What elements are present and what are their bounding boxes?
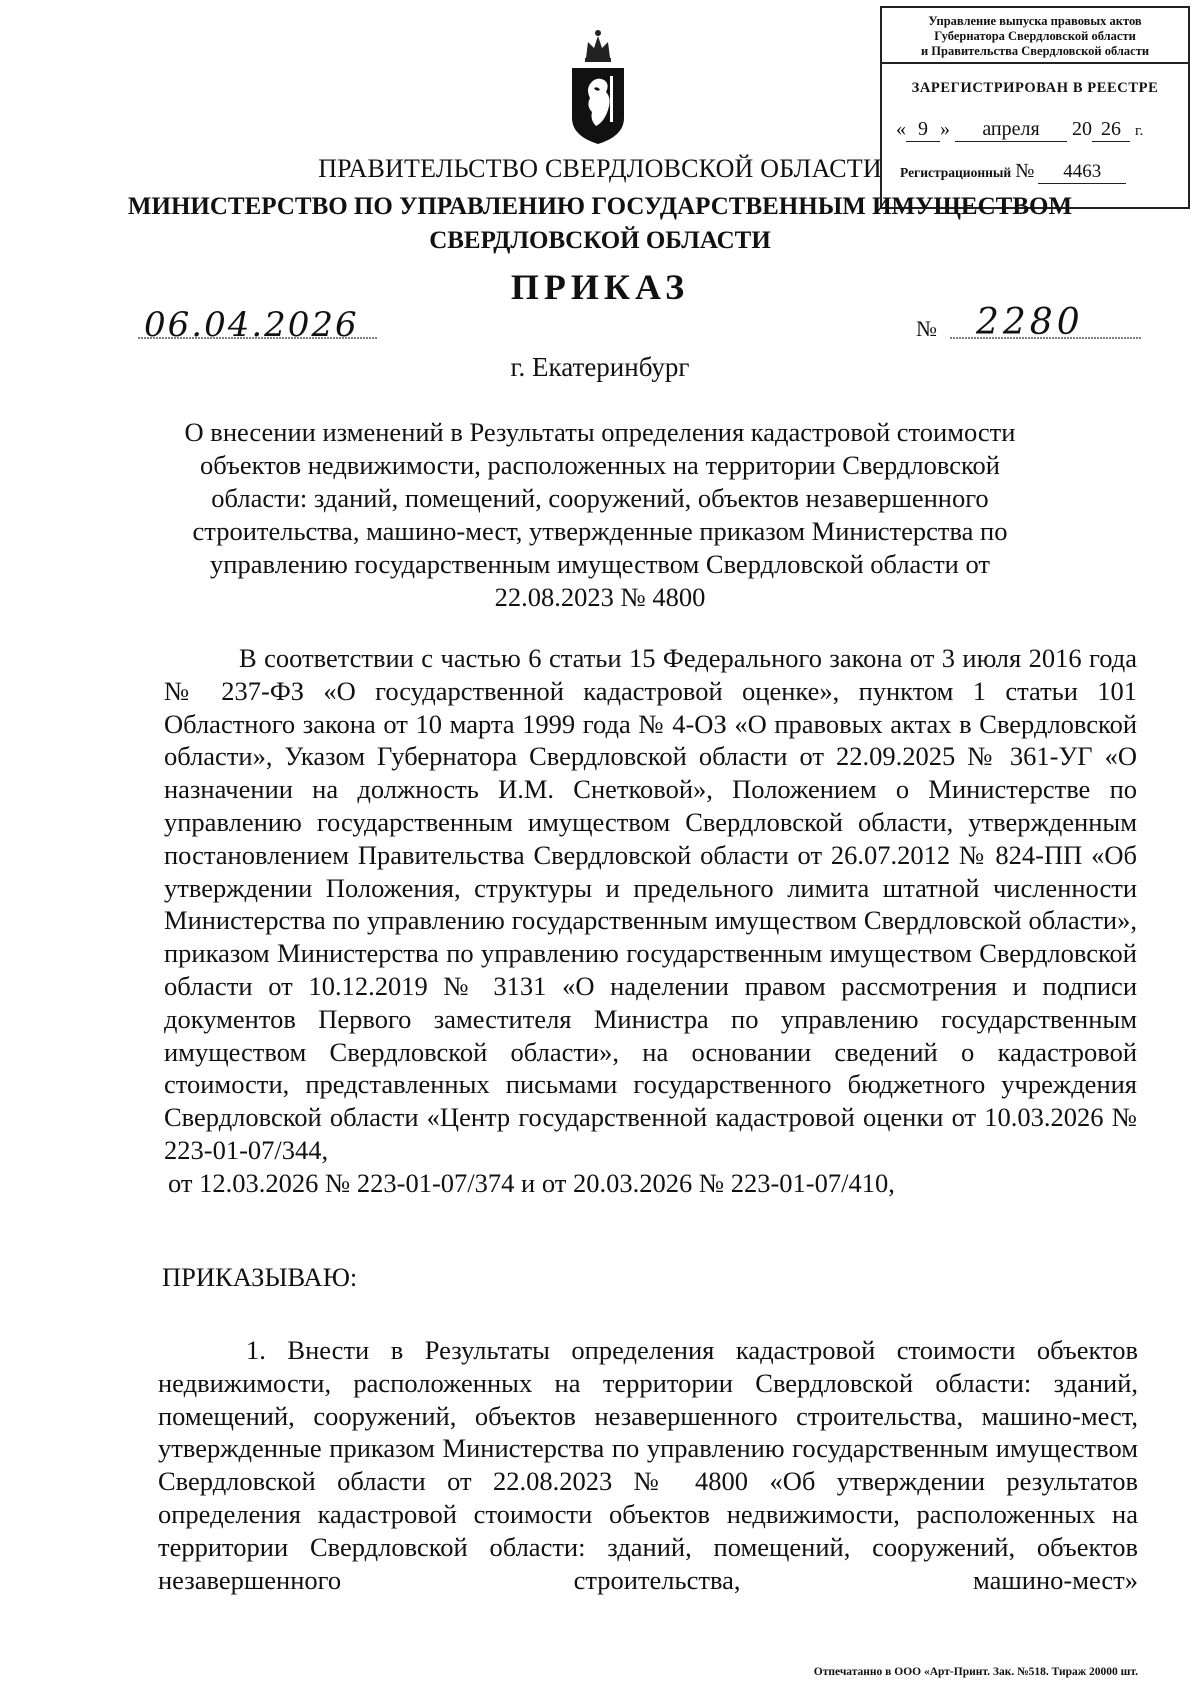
order-point-text: 1. Внести в Результаты определения кадастровой стоимости объектов недвижимости, расположенных на территории Свердловской области: зданий, помещений, сооружений, объектов незавершенного строительства, машино-мест, утвержденные приказом Министерства по управлению государственным имуществом Свердловской области от 22.08.2023 № 4800 «Об утверждении результатов определения кадастровой стоимости объектов недвижимости, расположенных на территории Свердловской области: зданий, помещений, сооружений, объектов незавершенного строительства, машино-мест» [158, 1335, 1138, 1595]
legal-basis-last-line: от 12.03.2026 № 223-01-07/374 и от 20.03.2026 № 223-01-07/410, [168, 1167, 895, 1198]
order-date: 06.04.2026 [144, 305, 359, 345]
stamp-header-line: и Правительства Свердловской области [920, 44, 1150, 58]
ministry-name-line: СВЕРДЛОВСКОЙ ОБЛАСТИ [429, 227, 771, 254]
government-name: ПРАВИТЕЛЬСТВО СВЕРДЛОВСКОЙ ОБЛАСТИ [318, 154, 882, 183]
city: г. Екатеринбург [510, 352, 690, 382]
stamp-date: « 9 » апреля 20 26 г. [896, 118, 1144, 140]
stamp-reg-label: Регистрационный [900, 165, 1012, 180]
stamp-year-suffix: 26 [1092, 118, 1130, 142]
stamp-year-prefix: 20 [1072, 118, 1092, 140]
stamp-header-line: Губернатора Свердловской области [934, 29, 1136, 43]
stamp-year-abbr: г. [1135, 123, 1144, 139]
number-sign: № [916, 316, 937, 341]
order-point [158, 1334, 1138, 1596]
stamp-month: апреля [955, 118, 1067, 142]
ministry-name-line: МИНИСТЕРСТВО ПО УПРАВЛЕНИЮ ГОСУДАРСТВЕННЫМ ИМУЩЕСТВОМ [127, 193, 1073, 220]
coat-of-arms-icon [566, 28, 630, 146]
order-number: 2280 [976, 304, 1084, 343]
stamp-no-sign: № [1015, 160, 1035, 182]
printer-note: Отпечатанно в ООО «Арт-Принт. Зак. №518. Тираж 20000 шт. [813, 1666, 1138, 1678]
stamp-header-line: Управление выпуска правовых актов [928, 14, 1142, 28]
legal-basis-paragraph [164, 642, 1137, 1200]
order-word: ПРИКАЗЫВАЮ: [162, 1262, 358, 1292]
stamp-day: 9 [906, 118, 940, 142]
document-type: ПРИКАЗ [510, 267, 690, 307]
stamp-header [882, 8, 1188, 64]
legal-basis-text: В соответствии с частью 6 статьи 15 Федерального закона от 3 июля 2016 года № 237-ФЗ «О государственной кадастровой оценке», пунктом 1 статьи 101 Областного закона от 10 марта 1999 года № 4-ОЗ «О правовых актах в Свердловской области», Указом Губернатора Свердловской области от 22.09.2025 № 361-УГ «О назначении на должность И.М. Снетковой», Положением о Министерстве по управлению государственным имуществом Свердловской области, утвержденным постановлением Правительства Свердловской области от 26.07.2012 № 824-ПП «Об утверждении Положения, структуры и предельного лимита штатной численности Министерства по управлению государственным имуществом Свердловской области», приказом Министерства по управлению государственным имуществом Свердловской области от 10.12.2019 № 3131 «О наделении правом рассмотрения и подписи документов Первого заместителя Министра по управлению государственным имуществом Свердловской области», на основании сведений о кадастровой стоимости, представленных письмами государственного бюджетного учреждения Свердловской области «Центр государственной кадастровой оценки от 10.03.2026 № 223-01-07/344, [164, 643, 1137, 1165]
stamp-title: ЗАРЕГИСТРИРОВАН В РЕЕСТРЕ [911, 80, 1159, 96]
stamp-reg-number: 4463 [1038, 161, 1126, 184]
order-number-block [916, 304, 1146, 348]
order-subject: О внесении изменений в Результаты определения кадастровой стоимости объектов недвижимости, расположенных на территории Свердловской области: зданий, помещений, сооружений, объектов незавершенного строительства, машино-мест, утвержденные приказом Министерства по управлению государственным имуществом Свердловской области от 22.08.2023 № 4800 [184, 417, 1016, 612]
handwritten-date [138, 304, 378, 348]
